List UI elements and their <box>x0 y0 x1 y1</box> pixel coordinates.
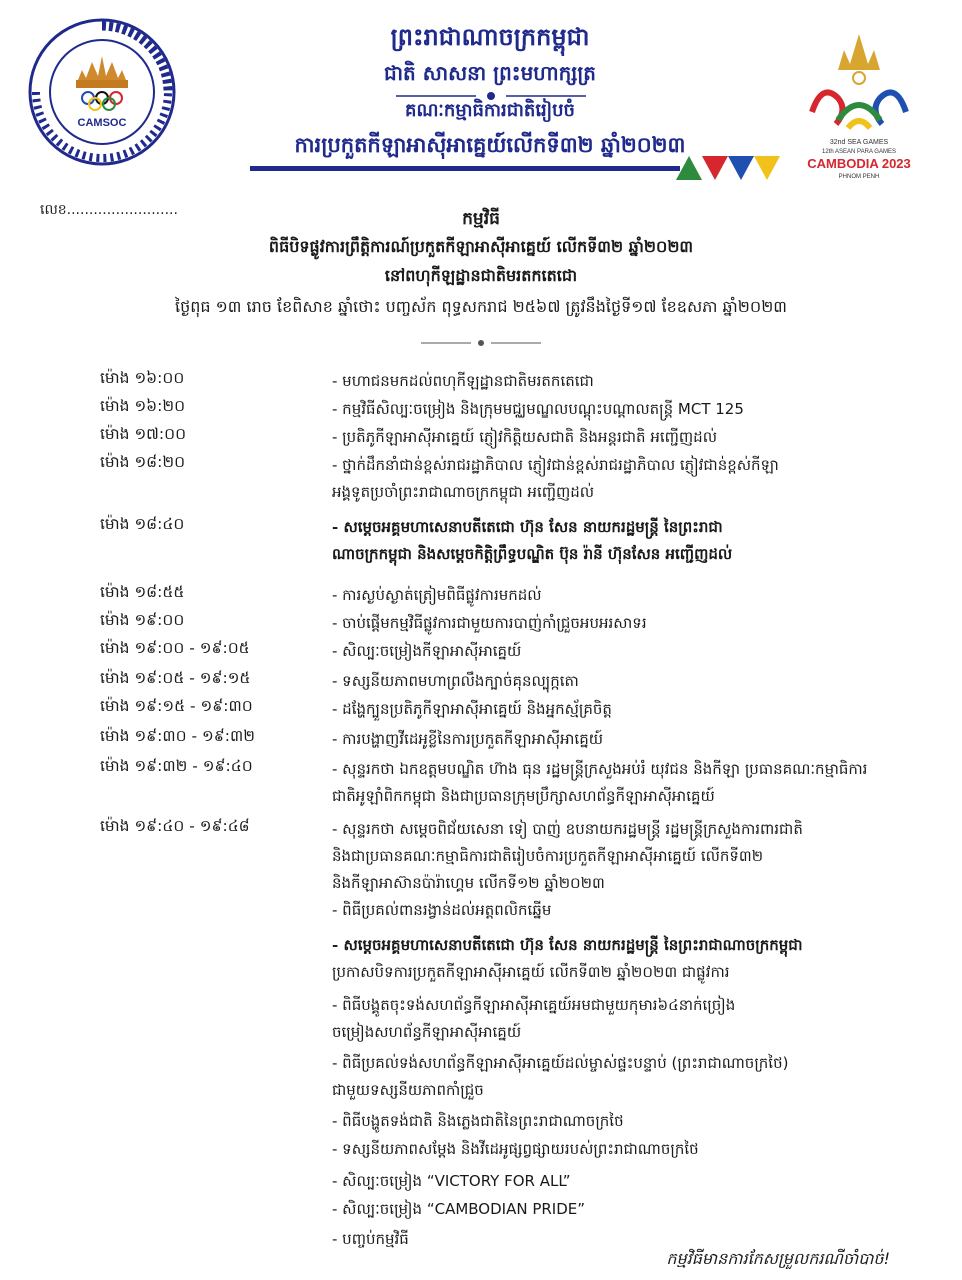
schedule-description <box>332 816 902 924</box>
schedule-time: ម៉ោង ១៩:០០ <box>100 611 185 629</box>
schedule-description <box>332 1168 902 1195</box>
schedule-description <box>332 696 902 723</box>
description-line: ជាតិអូឡាំពិកកម្ពុជា និងជាប្រធានក្រុមប្រឹក្សាសហព័ន្ធកីឡាអាស៊ីអាគ្នេយ៍ <box>332 787 715 805</box>
schedule-description <box>332 396 902 423</box>
schedule-description <box>332 368 902 395</box>
schedule-description <box>332 1136 902 1163</box>
description-line: - បញ្ចប់កម្មវិធី <box>332 1230 409 1248</box>
games-title: ការប្រកួតកីឡាអាស៊ីអាគ្នេយ៍លើកទី៣២ ឆ្នាំ២០២៣ <box>294 132 686 157</box>
event-date: ថ្ងៃពុធ ១៣ រោច ខែពិសាខ ឆ្នាំថោះ បញ្ចស័ក ពុទ្ធសករាជ ២៥៦៧ ត្រូវនឹងថ្ងៃទី១៧ ខែឧសភា ឆ្នាំ២០២៣ <box>175 297 787 316</box>
camsoc-label: CAMSOC <box>77 117 127 129</box>
committee-title: គណៈកម្មាធិការជាតិរៀបចំ <box>405 100 575 121</box>
venue: នៅពហុកីឡដ្ឋានជាតិមរតកតេជោ <box>384 266 578 285</box>
schedule-description <box>332 1108 902 1135</box>
description-line: - ថ្នាក់ដឹកនាំជាន់ខ្ពស់រាជរដ្ឋាភិបាល ភ្ញៀវជាន់ខ្ពស់រាជរដ្ឋាភិបាល ភ្ញៀវជាន់ខ្ពស់កីឡា <box>332 456 779 474</box>
schedule-description <box>332 514 902 568</box>
header-rule <box>250 166 680 171</box>
description-line: ប្រកាសបិទការប្រកួតកីឡាអាស៊ីអាគ្នេយ៍ លើកទី៣២ ឆ្នាំ២០២៣ ជាផ្លូវការ <box>332 963 730 981</box>
description-line: - ដង្ហែក្បួនប្រតិភូកីឡាអាស៊ីអាគ្នេយ៍ និងអ្នកស្ម័គ្រចិត្ត <box>332 700 612 718</box>
schedule-description <box>332 582 902 609</box>
description-line: និងជាប្រធានគណៈកម្មាធិការជាតិរៀបចំការប្រកួតកីឡាអាស៊ីអាគ្នេយ៍ លើកទី៣២ <box>332 847 764 865</box>
schedule-description <box>332 756 902 810</box>
schedule-description <box>332 452 902 506</box>
schedule-description <box>332 726 902 753</box>
schedule-description <box>332 992 902 1046</box>
description-line: - ទស្សនីយភាពមហាព្រលឹងក្បាច់គុនល្បុក្កតោ <box>332 672 579 690</box>
description-line: - ពិធីប្រគល់ពានរង្វាន់ដល់អត្តពលិកឆ្នើម <box>332 901 552 919</box>
schedule-description <box>332 424 902 451</box>
description-line: - ពិធីប្រគល់ទង់សហព័ន្ធកីឡាអាស៊ីអាគ្នេយ៍ដល់ម្ចាស់ផ្ទះបន្ទាប់ (ព្រះរាជាណាចក្រថៃ) <box>332 1054 789 1072</box>
reference-number: លេខ......................... <box>40 202 178 218</box>
emblem-line1: 32nd SEA GAMES <box>829 139 889 146</box>
schedule-time: ម៉ោង ១៨:២០ <box>100 453 186 471</box>
description-line: - ប្រតិភូកីឡាអាស៊ីអាគ្នេយ៍ ភ្ញៀវកិត្តិយសជាតិ និងអន្តរជាតិ អញ្ជើញដល់ <box>332 428 717 446</box>
schedule-description <box>332 1196 902 1223</box>
title-separator <box>421 338 541 348</box>
schedule-time: ម៉ោង ១៧:០០ <box>100 425 187 443</box>
footer-note: កម្មវិធីមានការកែសម្រួលករណីចាំបាច់! <box>666 1249 890 1268</box>
schedule-time: ម៉ោង ១៦:២០ <box>100 397 186 415</box>
description-line: ចម្រៀងសហព័ន្ធកីឡាអាស៊ីអាគ្នេយ៍ <box>332 1023 522 1041</box>
description-line: ជាមួយទស្សនីយភាពកាំជ្រួច <box>332 1081 484 1099</box>
description-line: - ការបង្ហាញវីដេអូខ្លីនៃការប្រកួតកីឡាអាស៊ីអាគ្នេយ៍ <box>332 730 603 748</box>
program-title: កម្មវិធី <box>462 209 500 229</box>
schedule-time: ម៉ោង ១៩:៣២ - ១៩:៤០ <box>100 757 253 775</box>
description-line: - សម្តេចអគ្គមហាសេនាបតីតេជោ ហ៊ុន សែន នាយករដ្ឋមន្ត្រី នៃព្រះរាជាណាចក្រកម្ពុជា <box>332 936 803 954</box>
color-triangles <box>676 154 780 182</box>
description-line: - ពិធីបង្ហូតទង់ជាតិ និងភ្លេងជាតិនៃព្រះរាជាណាចក្រថៃ <box>332 1112 624 1130</box>
schedule-time: ម៉ោង ១៩:០០ - ១៩:០៥ <box>100 639 250 657</box>
description-line: - សម្តេចអគ្គមហាសេនាបតីតេជោ ហ៊ុន សែន នាយករដ្ឋមន្ត្រី នៃព្រះរាជា <box>332 518 723 536</box>
description-line: អង្គទូតប្រចាំព្រះរាជាណាចក្រកម្ពុជា អញ្ជើញដល់ <box>332 483 595 501</box>
emblem-line2: 12th ASEAN PARA GAMES <box>822 149 896 155</box>
schedule-time: ម៉ោង ១៨:៤០ <box>100 515 185 533</box>
description-line: - សិល្បៈចម្រៀង “VICTORY FOR ALL” <box>332 1172 571 1190</box>
description-line: - ពិធីបង្គូតចុះទង់សហព័ន្ធកីឡាអាស៊ីអាគ្នេយ៍អមជាមួយកុមារ៦៤នាក់ច្រៀង <box>332 996 736 1014</box>
kingdom-title: ព្រះរាជាណាចក្រកម្ពុជា <box>390 22 590 51</box>
schedule-description <box>332 668 902 695</box>
sea-games-emblem <box>798 20 920 182</box>
description-line: - ចាប់ផ្ដើមកម្មវិធីផ្លូវការជាមួយការបាញ់កាំជ្រួចអបអរសាទរ <box>332 614 647 632</box>
schedule-description <box>332 610 902 637</box>
schedule-time: ម៉ោង ១៦:០០ <box>100 369 185 387</box>
description-line: - សុន្ទរកថា ឯកឧត្តមបណ្ឌិត ហ៊ាង ធុន រដ្ឋមន្ត្រីក្រសួងអប់រំ យុវជន និងកីឡា ប្រធានគណៈកម្មាធិការ <box>332 760 868 778</box>
schedule-time: ម៉ោង ១៩:៤០ - ១៩:៤៨ <box>100 817 250 835</box>
description-line: - សុន្ទរកថា សម្តេចពិជ័យសេនា ទៀ បាញ់ ឧបនាយករដ្ឋមន្ត្រី រដ្ឋមន្ត្រីក្រសួងការពារជាតិ <box>332 820 803 838</box>
description-line: - សិល្បៈចម្រៀង “CAMBODIAN PRIDE” <box>332 1200 586 1218</box>
schedule-description <box>332 638 902 665</box>
motto: ជាតិ សាសនា ព្រះមហាក្សត្រ <box>384 61 596 85</box>
schedule-description <box>332 1050 902 1104</box>
description-line: - ទស្សនីយភាពសម្ដែង និងវីដេអូផ្សព្វផ្សាយរបស់ព្រះរាជាណាចក្រថៃ <box>332 1140 699 1158</box>
description-line: - មហាជនមកដល់ពហុកីឡដ្ឋានជាតិមរតកតេជោ <box>332 372 594 390</box>
description-line: - ការស្ងប់ស្ងាត់ត្រៀមពិធីផ្លូវការមកដល់ <box>332 586 542 604</box>
schedule-time: ម៉ោង ១៨:៥៥ <box>100 583 185 601</box>
ceremony-title: ពិធីបិទផ្លូវការព្រឹត្តិការណ៍ប្រកួតកីឡាអាស៊ីអាគ្នេយ៍ លើកទី៣២ ឆ្នាំ២០២៣ <box>268 237 694 256</box>
schedule-description <box>332 932 902 986</box>
emblem-line3: CAMBODIA 2023 <box>807 156 911 171</box>
schedule-time: ម៉ោង ១៩:០៥ - ១៩:១៥ <box>100 669 251 687</box>
description-line: - កម្មវិធីសិល្បៈចម្រៀង និងក្រុមមជ្ឈមណ្ឌលបណ្ដុះបណ្ដាលតន្ត្រី MCT 125 <box>332 400 744 418</box>
emblem-line4: PHNOM PENH <box>838 174 880 180</box>
camsoc-logo <box>28 18 176 166</box>
description-line: - សិល្បៈចម្រៀងកីឡាអាស៊ីអាគ្នេយ៍ <box>332 642 522 660</box>
schedule-time: ម៉ោង ១៩:៣០ - ១៩:៣២ <box>100 727 255 745</box>
description-line: និងកីឡាអាស៊ានប៉ារ៉ាហ្គេម លើកទី១២ ឆ្នាំ២០២៣ <box>332 874 605 892</box>
description-line: ណាចក្រកម្ពុជា និងសម្តេចកិត្តិព្រឹទ្ធបណ្ឌិត ប៊ុន រ៉ានី ហ៊ុនសែន អញ្ជើញដល់ <box>332 545 733 563</box>
schedule-time: ម៉ោង ១៩:១៥ - ១៩:៣០ <box>100 697 253 715</box>
